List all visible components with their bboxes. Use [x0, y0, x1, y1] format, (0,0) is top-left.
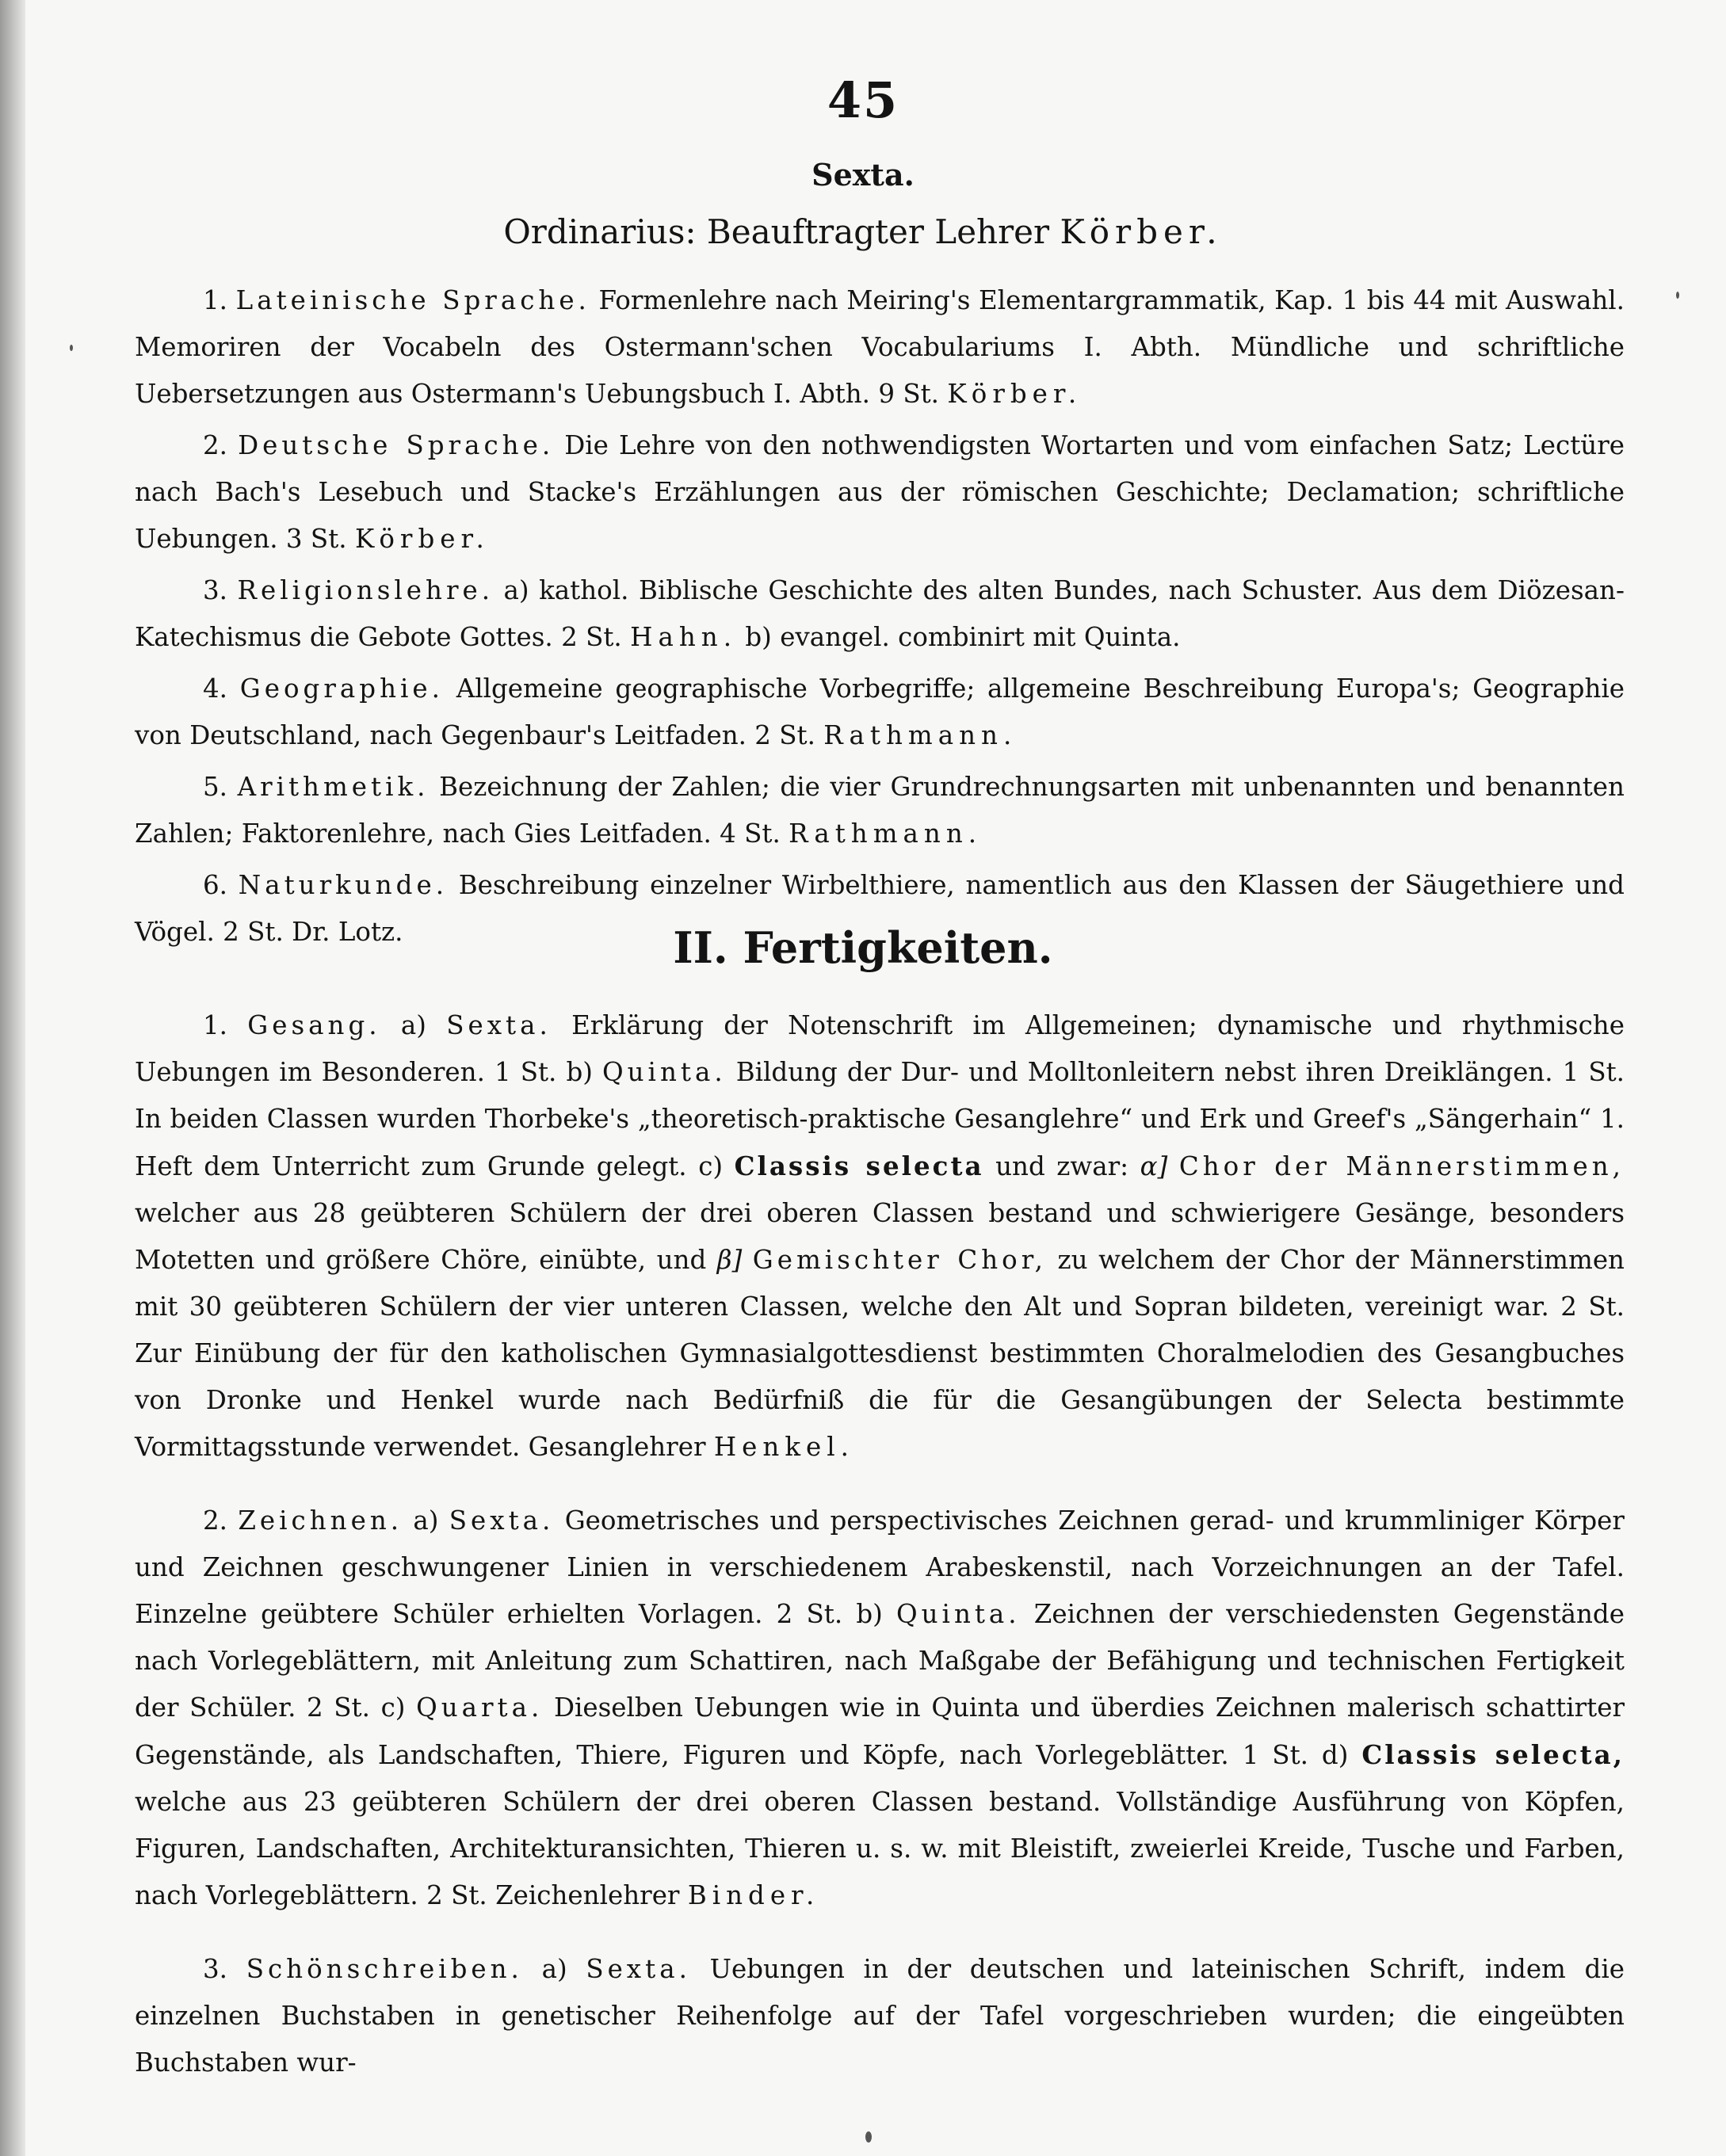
skill-name: Gesang. [247, 1010, 381, 1040]
subject-number: 3. [203, 575, 228, 605]
subject-arithmetic [135, 764, 1625, 857]
greek-label: α] [1140, 1151, 1168, 1181]
item-label: b) [856, 1599, 883, 1629]
subject-teacher: Dr. Lotz. [292, 917, 403, 947]
teacher-label: Zeichenlehrer [495, 1880, 680, 1910]
subject-teacher: Hahn. [630, 622, 738, 652]
class-name: Quarta. [416, 1692, 544, 1723]
class-name: Quinta. [895, 1599, 1021, 1629]
skill-text: welcher aus 28 geübteren Schülern der drei oberen Classen bestand und schwierigere Gesänge, besonders Motetten und größere Chöre, einübte, und [135, 1198, 1625, 1275]
subject-religion [135, 567, 1625, 661]
subject-text: Formenlehre nach Meiring's Elementargrammatik, Kap. 1 bis 44 mit Auswahl. Memoriren der Vocabeln des Ostermann'schen Vocabulariums I. Abth. Mündliche und schriftliche Uebersetzungen aus Ostermann's Uebungsbuch I. Abth. 9 St. [135, 285, 1625, 409]
item-label: b) [566, 1057, 593, 1087]
skill-text: Zeichnen der verschiedensten Gegenstände nach Vorlegeblättern, mit Anleitung zum Schattiren, nach Maßgabe der Befähigung und technischen Fertigkeit der Schüler. 2 St. [135, 1599, 1625, 1723]
ink-speck [865, 2131, 872, 2143]
section-roman-numeral: II. [673, 922, 728, 973]
skill-text: Bildung der Dur- und Molltonleitern nebst ihren Dreiklängen. 1 St. In beiden Classen wurden Thorbeke's „theoretisch-praktische Gesanglehre“ und Erk und Greef's „Sängerhain“ 1. Heft dem Unterricht zum Grunde gelegt. [135, 1057, 1625, 1181]
subject-latin [135, 277, 1625, 418]
scan-edge-shadow [0, 0, 25, 2156]
skill-number: 3. [203, 1954, 228, 1984]
item-label: a) [413, 1505, 439, 1536]
subject-name: Arithmetik. [237, 772, 430, 802]
skill-text: Uebungen in der deutschen und lateinischen Schrift, indem die einzelnen Buchstaben in genetischer Reihenfolge auf der Tafel vorgeschrieben wurden; die eingeübten Buchstaben wur- [135, 1954, 1625, 2078]
subject-name: Lateinische Sprache. [235, 285, 590, 315]
skills-list [135, 1002, 1625, 2113]
class-name: Classis selecta, [1361, 1739, 1625, 1770]
subject-number: 1. [203, 285, 228, 315]
subject-text: Beschreibung einzelner Wirbelthiere, namentlich aus den Klassen der Säugethiere und Vögel. 2 St. [135, 870, 1625, 947]
skill-number: 2. [203, 1505, 228, 1536]
item-label: a) [400, 1010, 426, 1040]
skill-drawing [135, 1498, 1625, 1919]
skill-text: zu welchem der Chor der Männerstimmen mit 30 geübteren Schülern der vier unteren Classen, welche den Alt und Sopran bildeten, vereinigt war. 2 St. Zur Einübung der für den katholischen Gymnasialgottesdienst bestimmten Choralmelodien des Gesangbuches von Dronke und Henkel wurde nach Bedürfniß die für die Gesangübungen der Selecta bestimmte Vormittagsstunde verwendet. [135, 1245, 1625, 1462]
choir-name: Gemischter Chor, [752, 1245, 1047, 1275]
skill-teacher: Henkel. [713, 1432, 855, 1462]
greek-label: β] [716, 1245, 743, 1275]
skill-text: welche aus 23 geübteren Schülern der drei oberen Classen bestand. Vollständige Ausführung von Köpfen, Figuren, Landschaften, Architekturansichten, Thieren u. s. w. mit Bleistift, zweierlei Kreide, Tusche und Farben, nach Vorlegeblättern. 2 St. [135, 1787, 1625, 1910]
skill-number: 1. [203, 1010, 228, 1040]
ordinarius-line [0, 212, 1726, 251]
skill-teacher: Binder. [687, 1880, 820, 1910]
ordinarius-label: Ordinarius: [503, 212, 697, 251]
item-label: c) [380, 1692, 406, 1723]
subject-teacher: Körber. [947, 379, 1083, 409]
subject-number: 4. [203, 674, 228, 704]
subject-number: 5. [203, 772, 228, 802]
item-label: c) [698, 1151, 724, 1181]
subject-name: Deutsche Sprache. [238, 430, 555, 460]
subject-text-b: b) evangel. combinirt mit Quinta. [745, 622, 1181, 652]
subject-teacher: Körber. [354, 524, 490, 554]
section-heading [0, 922, 1726, 973]
skill-calligraphy [135, 1946, 1625, 2086]
ink-speck [1676, 292, 1679, 299]
skill-name: Zeichnen. [238, 1505, 403, 1536]
subject-text: Bezeichnung der Zahlen; die vier Grundrechnungsarten mit unbenannten und benannten Zahlen; Faktorenlehre, nach Gies Leitfaden. 4 St. [135, 772, 1625, 849]
item-label: d) [1321, 1740, 1349, 1770]
subjects-list [135, 277, 1625, 960]
class-name: Quinta. [601, 1057, 727, 1087]
subject-text: Allgemeine geographische Vorbegriffe; allgemeine Beschreibung Europa's; Geographie von Deutschland, nach Gegenbaur's Leitfaden. 2 St. [135, 674, 1625, 750]
subject-name: Geographie. [239, 674, 444, 704]
ordinarius-name: Körber. [1060, 212, 1223, 251]
subject-geography [135, 666, 1625, 759]
subject-text: Die Lehre von den nothwendigsten Wortarten und vom einfachen Satz; Lectüre nach Bach's Lesebuch und Stacke's Erzählungen aus der römischen Geschichte; Declamation; schriftliche Uebungen. 3 St. [135, 430, 1625, 554]
page-number: 45 [827, 71, 899, 129]
ink-speck [70, 345, 73, 351]
subject-number: 2. [203, 430, 228, 460]
skill-text: Erklärung der Notenschrift im Allgemeinen; dynamische und rhythmische Uebungen im Besonderen. 1 St. [135, 1010, 1625, 1087]
subject-number: 6. [203, 870, 228, 900]
class-name: Sexta. [449, 1505, 555, 1536]
skill-text: und zwar: [995, 1151, 1129, 1181]
skill-text: Geometrisches und perspectivisches Zeichnen gerad- und krummliniger Körper und Zeichnen geschwungener Linien in verschiedenem Arabeskenstil, nach Vorzeichnungen an der Tafel. Einzelne geübtere Schüler erhielten Vorlagen. 2 St. [135, 1505, 1625, 1629]
class-title: Sexta. [811, 157, 915, 193]
subject-teacher: Rathmann. [823, 720, 1018, 750]
section-heading-title: Fertigkeiten. [743, 922, 1053, 973]
item-label: a) [541, 1954, 567, 1984]
subject-name: Religionslehre. [237, 575, 495, 605]
subject-text-a: a) kathol. Biblische Geschichte des alten Bundes, nach Schuster. Aus dem Diözesan-Katechismus die Gebote Gottes. 2 St. [135, 575, 1625, 652]
skill-singing [135, 1002, 1625, 1471]
ordinarius-role: Beauftragter Lehrer [706, 212, 1050, 251]
skill-text: Dieselben Uebungen wie in Quinta und überdies Zeichnen malerisch schattirter Gegenstände, als Landschaften, Thiere, Figuren und Köpfe, nach Vorlegeblätter. 1 St. [135, 1692, 1625, 1770]
choir-name: Chor der Männerstimmen, [1178, 1151, 1625, 1181]
subject-name: Naturkunde. [238, 870, 449, 900]
teacher-label: Gesanglehrer [528, 1432, 706, 1462]
class-name: Classis selecta [734, 1151, 984, 1181]
class-name: Sexta. [446, 1010, 552, 1040]
subject-german [135, 422, 1625, 563]
class-name: Sexta. [586, 1954, 691, 1984]
skill-name: Schönschreiben. [246, 1954, 523, 1984]
subject-teacher: Rathmann. [789, 819, 983, 849]
